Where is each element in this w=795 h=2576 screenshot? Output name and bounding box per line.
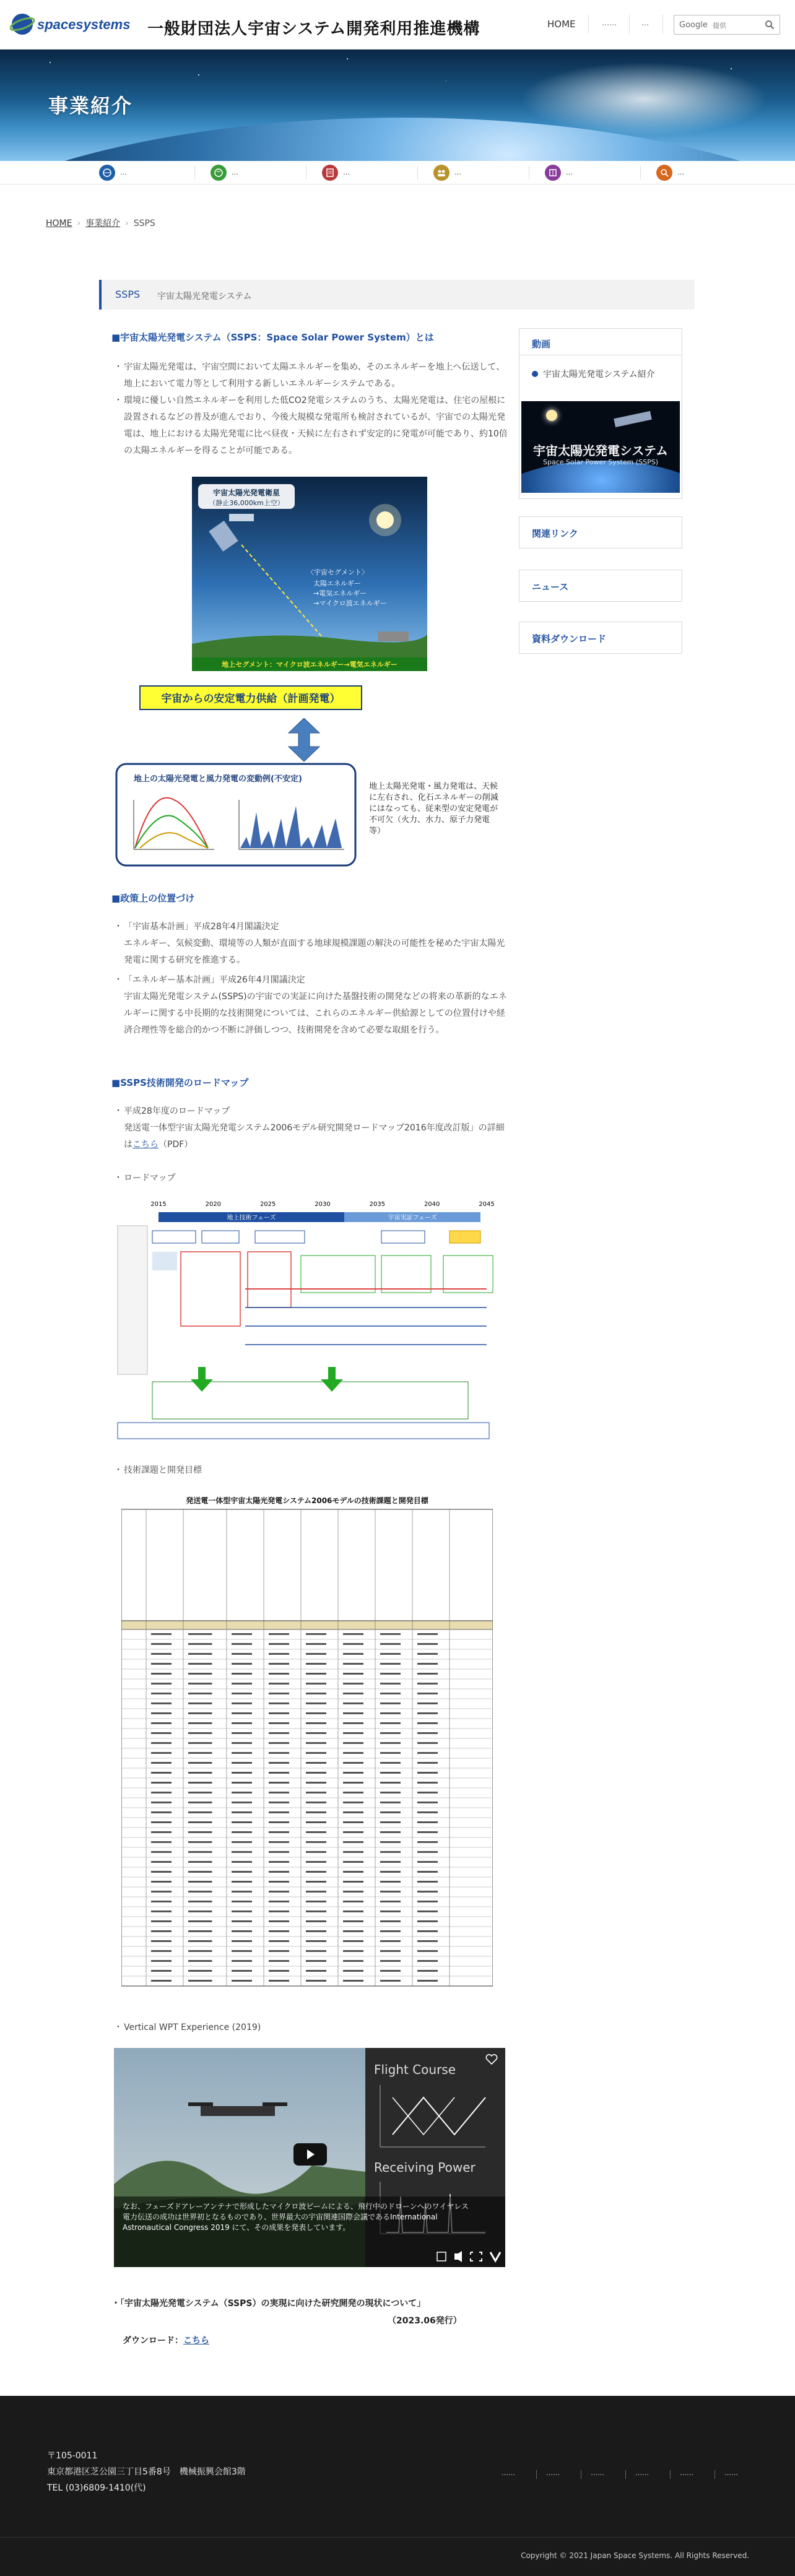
report-date: （2023.06発行） — [388, 2316, 462, 2326]
sidebar-video-item[interactable]: 宇宙太陽光発電システム紹介 — [532, 367, 674, 397]
roadmap-pdf-link[interactable]: こちら — [132, 1140, 159, 1150]
sidebar-video-heading: 動画 — [532, 339, 551, 350]
play-icon — [293, 2143, 327, 2166]
ssps-concept-diagram — [192, 477, 427, 671]
breadcrumb-section-link[interactable]: 事業紹介 — [85, 219, 121, 228]
search-icon — [656, 165, 672, 181]
category-label: … — [566, 168, 573, 176]
footer-link[interactable]: …… — [591, 2469, 604, 2477]
roadmap-year-label: 2025 — [259, 1201, 276, 1208]
nav-divider — [662, 15, 663, 33]
vimeo-icon — [490, 2252, 500, 2261]
book-icon — [545, 165, 561, 181]
play-button[interactable] — [293, 2143, 327, 2166]
footer-link[interactable]: …… — [635, 2469, 649, 2477]
nav-item-1[interactable]: …… — [602, 19, 617, 27]
footer-links — [502, 2469, 762, 2480]
footer-address: 〒105-0011 東京都港区芝公園三丁目5番8号 機械振興会館3階 TEL (03)6809-1410(代) — [47, 2451, 246, 2493]
svg-text:〈宇宙セグメント〉: 〈宇宙セグメント〉 — [307, 568, 368, 576]
category-label: … — [454, 168, 461, 176]
svg-text:→マイクロ波エネルギー: →マイクロ波エネルギー — [313, 599, 387, 607]
svg-text:宇宙実証フェーズ: 宇宙実証フェーズ — [388, 1215, 437, 1221]
footer-copyright-bar — [0, 2537, 795, 2576]
svg-text:（静止36,000km上空）: （静止36,000km上空） — [209, 499, 284, 507]
earth-icon — [211, 165, 227, 181]
category-label: … — [677, 168, 684, 176]
svg-text:宇宙太陽光発電衛星: 宇宙太陽光発電衛星 — [212, 488, 280, 497]
fullscreen-icon — [471, 2252, 482, 2261]
list-item: ・ ロードマップ — [114, 1173, 176, 1183]
video-controls — [436, 2250, 504, 2263]
site-footer — [0, 2396, 795, 2576]
search-icon[interactable] — [765, 20, 775, 30]
page-heading — [99, 280, 695, 310]
search-input[interactable] — [713, 19, 756, 32]
list-item: ・ 環境に優しい自然エネルギーを利用した低CO2発電システムのうち、太陽光発電は、住宅の屋根に設置されるなどの普及が進んでおり、今後大規模な発電所も検討されているが、宇宙での太陽光発電は、地上における太陽光発電に比べ昼夜・天候に左右されず安定的に発電が可能であり、約10倍の太陽エネルギーを得ることが可能である。 — [114, 396, 508, 456]
roadmap-year-label: 2030 — [315, 1201, 331, 1208]
svg-text:宇宙からの安定電力供給（計画発電）: 宇宙からの安定電力供給（計画発電） — [161, 693, 341, 705]
footer-link[interactable]: …… — [546, 2469, 560, 2477]
svg-text:Receiving Power: Receiving Power — [374, 2160, 476, 2175]
document-icon — [322, 165, 338, 181]
svg-text:地上の太陽光発電と風力発電の変動例(不安定): 地上の太陽光発電と風力発電の変動例(不安定) — [134, 774, 302, 784]
nav-divider — [588, 15, 589, 33]
section-title-about: ■宇宙太陽光発電システム（SSPS：Space Solar Power System）とは — [111, 332, 434, 343]
svg-text:→電気エネルギー: →電気エネルギー — [313, 589, 367, 597]
page-heading-code: SSPS — [115, 288, 141, 300]
section-title-policy: ■政策上の位置づけ — [111, 893, 195, 904]
sidebar-link-news[interactable]: ニュース — [519, 570, 682, 602]
svg-text:地上セグメント：マイクロ波エネルギー→電気エネルギー: 地上セグメント：マイクロ波エネルギー→電気エネルギー — [222, 661, 398, 669]
search-box — [674, 15, 780, 35]
footer-link[interactable]: …… — [724, 2469, 738, 2477]
sidebar-link-downloads[interactable]: 資料ダウンロード — [519, 622, 682, 654]
footer-link[interactable]: …… — [502, 2469, 515, 2477]
roadmap-year-label: 2045 — [479, 1201, 495, 1208]
sidebar-ssps-banner[interactable] — [521, 401, 680, 493]
section-title-roadmap: ■SSPS技術開発のロードマップ — [111, 1077, 249, 1088]
category-label: … — [120, 168, 127, 176]
svg-text:地上技術フェーズ: 地上技術フェーズ — [227, 1215, 276, 1221]
report-title: ・「宇宙太陽光発電システム（SSPS）の実現に向けた研究開発の現状について」 — [111, 2299, 426, 2309]
breadcrumb: HOME › 事業紹介 › SSPS — [46, 219, 155, 228]
svg-text:発送電一体型宇宙太陽光発電システム2006モデルの技術課題と: 発送電一体型宇宙太陽光発電システム2006モデルの技術課題と開発目標 — [186, 1496, 428, 1505]
roadmap-year-label: 2015 — [150, 1201, 167, 1208]
list-item: ・ 宇宙太陽光発電は、宇宙空間において太陽エネルギーを集め、そのエネルギーを地上へ伝送して、地上において電力等として利用する新しいエネルギーシステムである。 — [114, 362, 505, 389]
tech-goals-table — [121, 1493, 493, 2002]
heart-icon[interactable] — [485, 2054, 498, 2065]
fluctuation-chart — [115, 763, 357, 867]
svg-text:spacesystems: spacesystems — [37, 17, 131, 32]
nav-item-2[interactable]: … — [641, 19, 649, 27]
hero-title: 事業紹介 — [48, 94, 133, 118]
site-header — [0, 0, 795, 50]
site-title: 一般財団法人宇宙システム開発利用推進機構 — [147, 20, 480, 38]
report-download-link[interactable]: こちら — [183, 2336, 209, 2346]
list-item: ・ 平成28年度のロードマップ 発送電一体型宇宙太陽光発電システム2006モデル研究開発ロードマップ2016年度改訂版」の詳細はこちら（PDF） — [114, 1106, 505, 1150]
footer-link[interactable]: …… — [680, 2469, 693, 2477]
double-arrow-icon — [287, 718, 321, 761]
roadmap-year-label: 2035 — [369, 1201, 386, 1208]
category-label: … — [232, 168, 238, 176]
stable-supply-label — [139, 685, 363, 712]
banner-subtitle: Space Solar Power System (SSPS) — [543, 458, 658, 466]
list-item: ・ Vertical WPT Experience (2019) — [114, 2023, 261, 2032]
roadmap-chart — [115, 1196, 504, 1441]
volume-icon — [454, 2251, 462, 2262]
page-heading-name: 宇宙太陽光発電システム — [157, 292, 252, 301]
globe-icon — [99, 165, 115, 181]
breadcrumb-home-link[interactable]: HOME — [46, 219, 72, 228]
hero-banner — [0, 50, 795, 161]
sidebar-link-related[interactable]: 関連リンク — [519, 516, 682, 549]
roadmap-year-label: 2020 — [205, 1201, 222, 1208]
video-player[interactable]: Flight Course Receiving Power なお、フェーズドアレーアンテナで形成したマイクロ波ビームによる、飛行中のドローンへのワイヤレス電力伝送の成功は世界初となるものであり、世界最大の宇宙関連国際会議であるInternational Astronautical Congress 2019 にて、その成果を発表しています。 — [114, 2048, 505, 2267]
search-provider-label: Google — [679, 20, 708, 30]
fluctuation-note: 地上太陽光発電・風力発電は、天候に左右され、化石エネルギーの削減にはなっても、従来型の安定発電が不可欠（火力、水力、原子力発電等） — [369, 782, 498, 836]
report-download: ダウンロード：こちら — [123, 2336, 209, 2346]
people-icon — [433, 165, 450, 181]
settings-icon — [437, 2252, 446, 2261]
nav-divider — [629, 15, 630, 33]
category-label: … — [343, 168, 350, 176]
site-logo[interactable] — [10, 10, 137, 38]
list-item: ・ 技術課題と開発目標 — [114, 1465, 202, 1475]
nav-home-link[interactable]: HOME — [547, 19, 576, 30]
svg-text:Flight Course: Flight Course — [374, 2062, 456, 2077]
list-item: ・ 「宇宙基本計画」平成28年4月閣議決定 エネルギー、気候変動、環境等の人類が直面する地球規模課題の解決の可能性を秘めた宇宙太陽光発電に関する研究を推進する。 — [114, 922, 505, 965]
banner-title: 宇宙太陽光発電システム — [533, 443, 668, 458]
breadcrumb-current: SSPS — [133, 219, 155, 228]
list-item: ・ 「エネルギー基本計画」平成26年4月閣議決定 宇宙太陽光発電システム(SSPS)の宇宙での実証に向けた基盤技術の開発などの将来の革新的なエネルギーに関する中長期的な技術開発については、これらのエネルギー供給源としての位置付けや経済合理性等を総合的かつ不断に評価しつつ、技術開発を含めて必要な取組を行う。 — [114, 975, 507, 1035]
svg-text:太陽エネルギー: 太陽エネルギー — [313, 579, 361, 588]
roadmap-year-label: 2040 — [424, 1201, 440, 1208]
category-nav — [0, 161, 795, 184]
copyright: Copyright © 2021 Japan Space Systems. All Rights Reserved. — [521, 2551, 749, 2560]
